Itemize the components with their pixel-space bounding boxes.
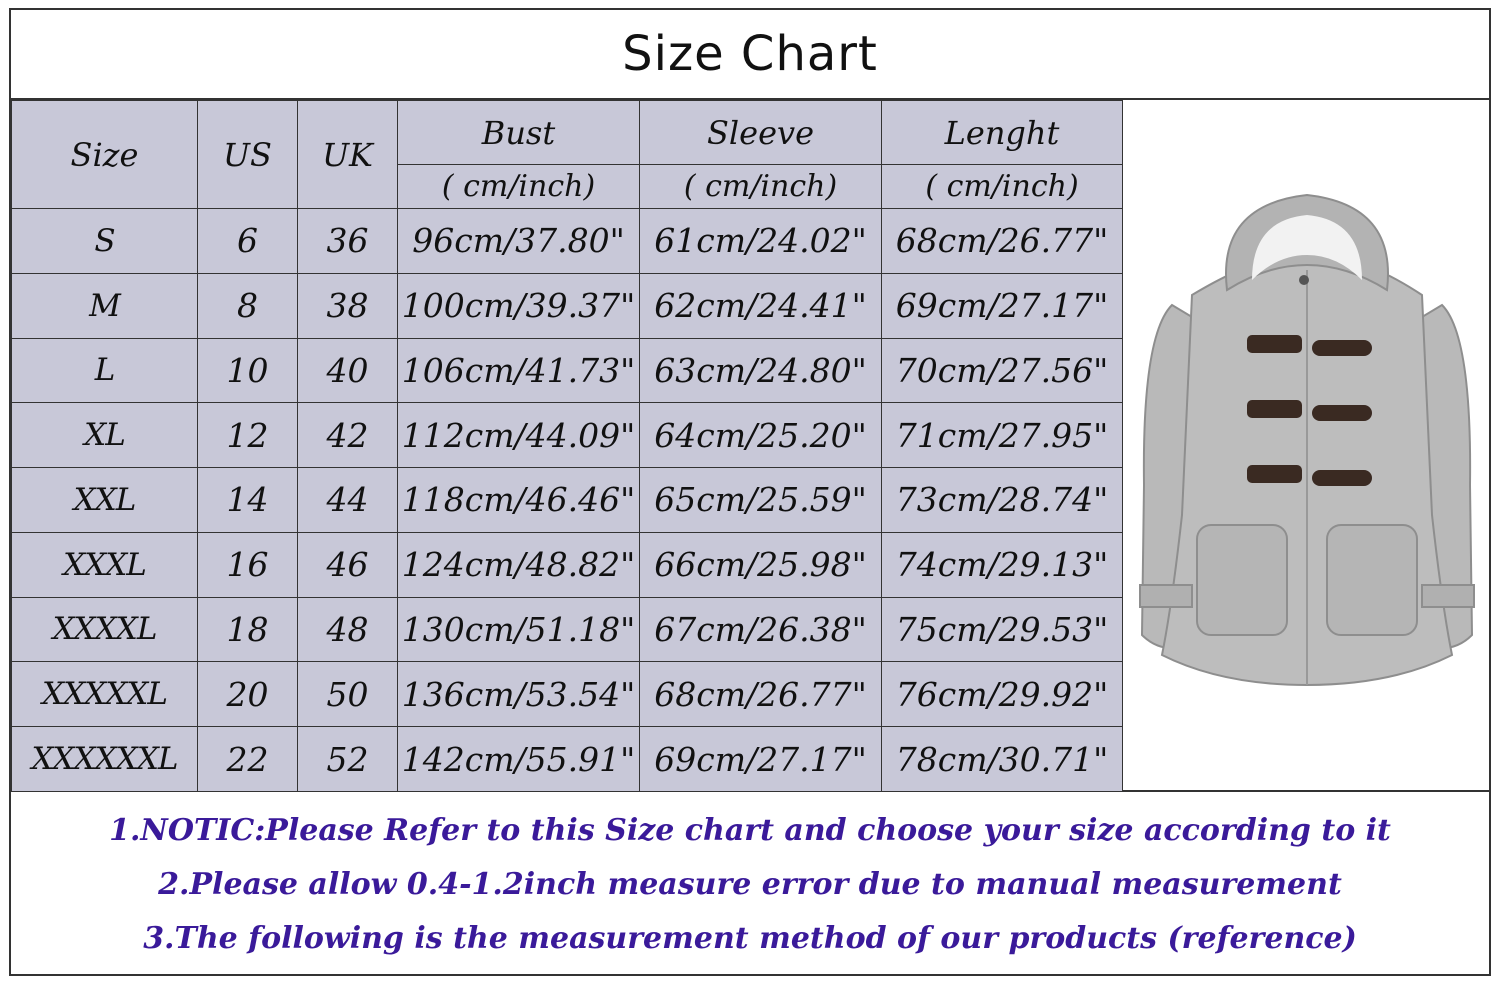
cell-bust: 112cm/44.09" [398, 403, 640, 468]
cell-bust: 106cm/41.73" [398, 338, 640, 403]
note-2: 2.Please allow 0.4-1.2inch measure error due to manual measurement [158, 867, 1342, 902]
cell-sleeve: 69cm/27.17" [640, 727, 882, 792]
header-size: Size [12, 101, 198, 209]
cell-size: M [12, 273, 198, 338]
header-sleeve-unit: ( cm/inch) [640, 165, 882, 209]
table-row [12, 662, 1123, 727]
cell-length: 68cm/26.77" [882, 209, 1123, 274]
header-bust: Bust [398, 101, 640, 165]
table-row [12, 532, 1123, 597]
cell-length: 71cm/27.95" [882, 403, 1123, 468]
cell-us: 22 [198, 727, 298, 792]
page-title: Size Chart [11, 10, 1489, 100]
cell-bust: 118cm/46.46" [398, 468, 640, 533]
size-chart-sheet [9, 8, 1491, 976]
cell-bust: 100cm/39.37" [398, 273, 640, 338]
cell-uk: 40 [298, 338, 398, 403]
cell-bust: 124cm/48.82" [398, 532, 640, 597]
cell-bust: 96cm/37.80" [398, 209, 640, 274]
cell-uk: 38 [298, 273, 398, 338]
cell-sleeve: 61cm/24.02" [640, 209, 882, 274]
table-row [12, 338, 1123, 403]
cell-size: XXXXL [12, 597, 198, 662]
cell-length: 69cm/27.17" [882, 273, 1123, 338]
cell-sleeve: 68cm/26.77" [640, 662, 882, 727]
cell-us: 18 [198, 597, 298, 662]
header-us: US [198, 101, 298, 209]
notes [11, 792, 1489, 976]
table-row [12, 727, 1123, 792]
cell-uk: 36 [298, 209, 398, 274]
cell-sleeve: 64cm/25.20" [640, 403, 882, 468]
cell-size: XL [12, 403, 198, 468]
cell-us: 6 [198, 209, 298, 274]
cell-length: 74cm/29.13" [882, 532, 1123, 597]
cell-uk: 44 [298, 468, 398, 533]
cell-uk: 42 [298, 403, 398, 468]
cell-us: 16 [198, 532, 298, 597]
cell-us: 10 [198, 338, 298, 403]
cell-size: XXXXXXL [12, 727, 198, 792]
table-row [12, 468, 1123, 533]
cell-bust: 136cm/53.54" [398, 662, 640, 727]
cell-sleeve: 66cm/25.98" [640, 532, 882, 597]
table-row [12, 209, 1123, 274]
cell-us: 14 [198, 468, 298, 533]
cell-uk: 50 [298, 662, 398, 727]
cell-size: L [12, 338, 198, 403]
note-3: 3.The following is the measurement method of our products (reference) [143, 921, 1357, 956]
hooded-coat-icon [1132, 185, 1482, 705]
cell-uk: 52 [298, 727, 398, 792]
cell-sleeve: 62cm/24.41" [640, 273, 882, 338]
cell-us: 20 [198, 662, 298, 727]
cell-bust: 130cm/51.18" [398, 597, 640, 662]
cell-length: 73cm/28.74" [882, 468, 1123, 533]
cell-us: 12 [198, 403, 298, 468]
table-row [12, 273, 1123, 338]
cell-size: S [12, 209, 198, 274]
cell-uk: 48 [298, 597, 398, 662]
table-row [12, 597, 1123, 662]
cell-uk: 46 [298, 532, 398, 597]
header-length-unit: ( cm/inch) [882, 165, 1123, 209]
cell-length: 75cm/29.53" [882, 597, 1123, 662]
cell-size: XXL [12, 468, 198, 533]
cell-size: XXXXXL [12, 662, 198, 727]
header-length: Lenght [882, 101, 1123, 165]
cell-sleeve: 67cm/26.38" [640, 597, 882, 662]
cell-length: 70cm/27.56" [882, 338, 1123, 403]
header-sleeve: Sleeve [640, 101, 882, 165]
cell-sleeve: 63cm/24.80" [640, 338, 882, 403]
cell-us: 8 [198, 273, 298, 338]
note-1: 1.NOTIC:Please Refer to this Size chart and choose your size according to it [109, 813, 1391, 848]
header-uk: UK [298, 101, 398, 209]
cell-sleeve: 65cm/25.59" [640, 468, 882, 533]
size-table [11, 100, 1123, 792]
cell-size: XXXL [12, 532, 198, 597]
product-photo [1122, 100, 1491, 792]
cell-length: 76cm/29.92" [882, 662, 1123, 727]
table-row [12, 403, 1123, 468]
cell-bust: 142cm/55.91" [398, 727, 640, 792]
cell-length: 78cm/30.71" [882, 727, 1123, 792]
header-bust-unit: ( cm/inch) [398, 165, 640, 209]
